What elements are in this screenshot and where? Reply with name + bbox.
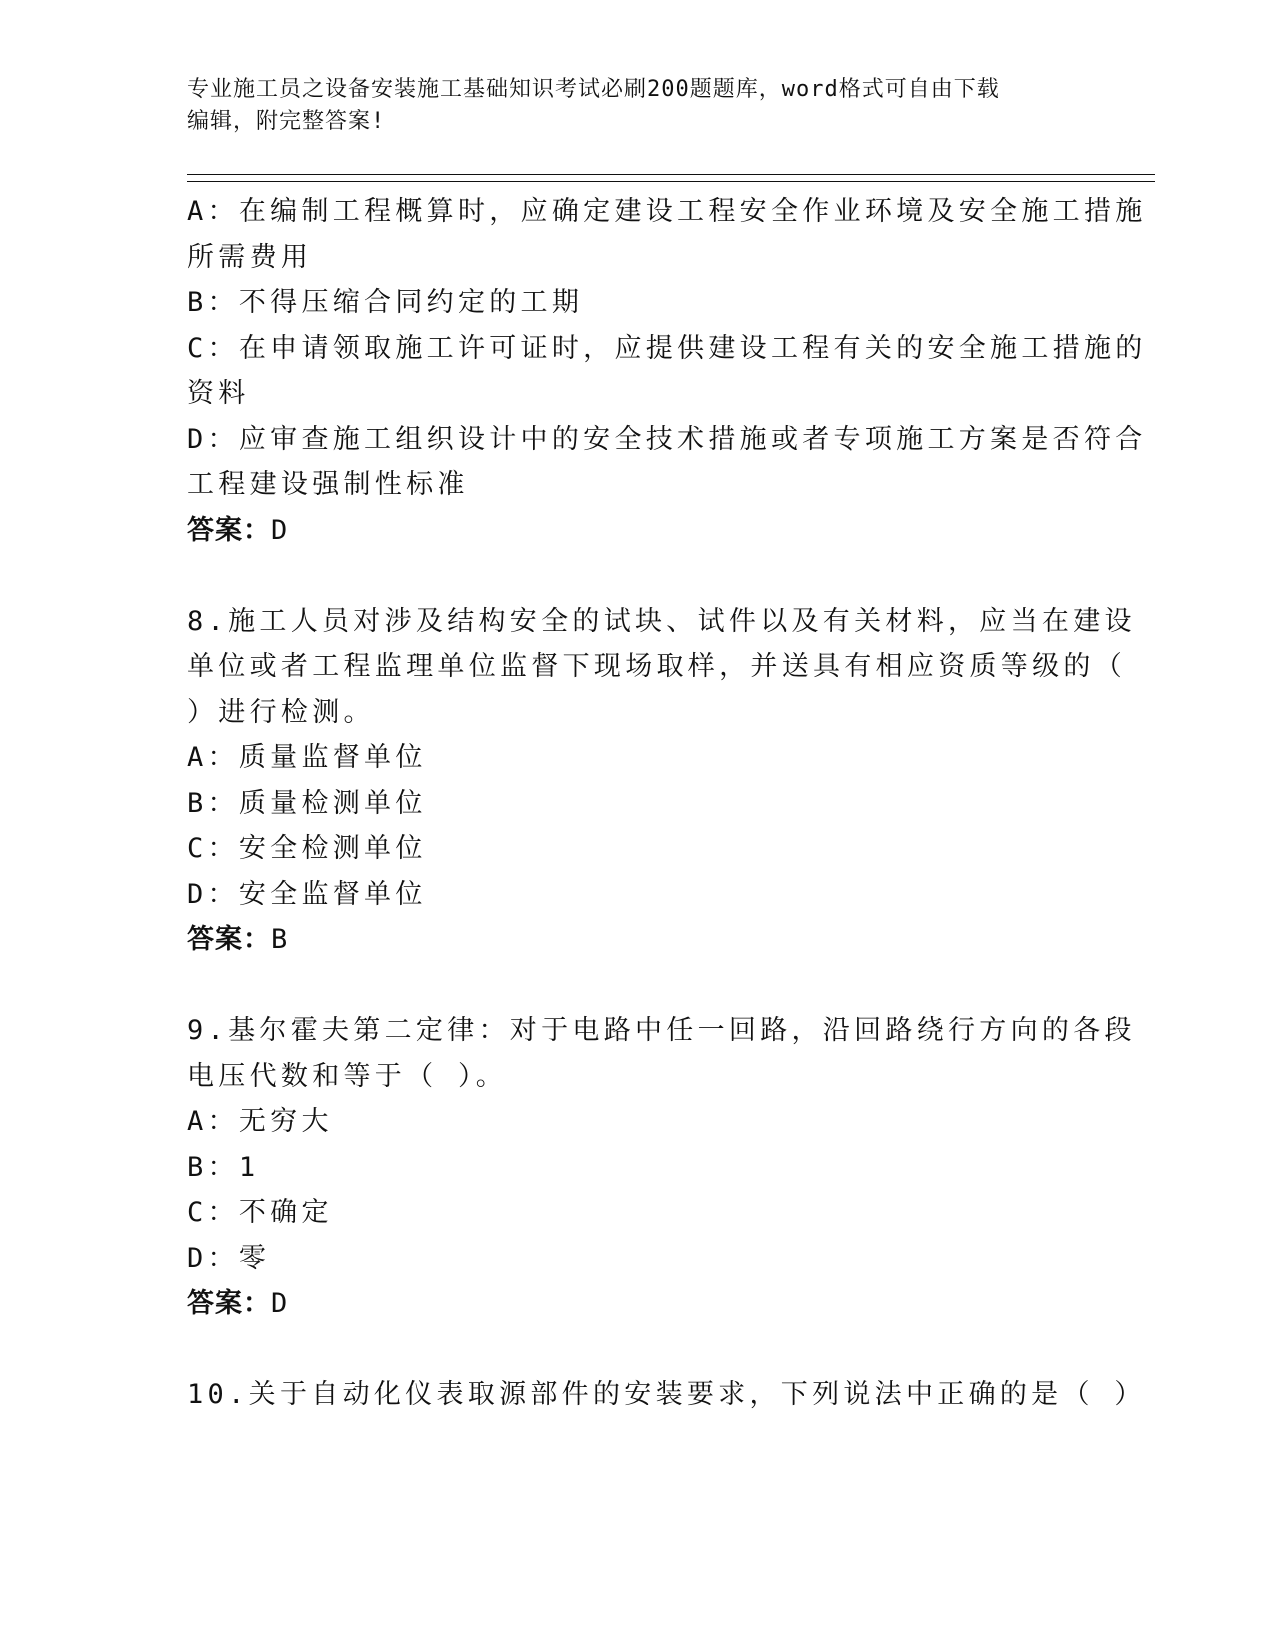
option-c: C：不确定 <box>187 1197 333 1228</box>
spacer <box>187 553 1087 599</box>
answer-value: D <box>271 1288 289 1319</box>
spacer <box>187 963 1087 1009</box>
question-text-line-3: ）进行检测。 <box>187 696 375 728</box>
option-b: B：不得压缩合同约定的工期 <box>187 287 584 318</box>
header-divider-top <box>187 174 1155 175</box>
spacer <box>187 1327 1087 1373</box>
header-line-2: 编辑，附完整答案! <box>187 109 386 134</box>
option-b: B：质量检测单位 <box>187 787 427 819</box>
question-8 <box>187 599 1136 963</box>
answer-value: D <box>271 514 289 546</box>
option-a-line-1: A：在编制工程概算时，应确定建设工程安全作业环境及安全施工措施 <box>187 196 1147 227</box>
question-9 <box>187 1008 1136 1327</box>
option-c-line-2: 资料 <box>187 378 250 409</box>
option-a: A：无穷大 <box>187 1106 333 1137</box>
option-a-line-2: 所需费用 <box>187 241 313 273</box>
question-text-line-1: 9.基尔霍夫第二定律：对于电路中任一回路，沿回路绕行方向的各段 <box>187 1015 1136 1046</box>
option-b: B：1 <box>187 1151 260 1183</box>
answer-label: 答案： <box>187 924 271 955</box>
option-d-line-1: D：应审查施工组织设计中的安全技术措施或者专项施工方案是否符合 <box>187 423 1147 455</box>
question-text-line-1: 10.关于自动化仪表取源部件的安装要求，下列说法中正确的是（ ） <box>187 1379 1146 1410</box>
option-c: C：安全检测单位 <box>187 833 427 864</box>
answer-line <box>187 1281 1087 1327</box>
document-header <box>187 74 1087 138</box>
header-line-1: 专业施工员之设备安装施工基础知识考试必刷200题题库，word格式可自由下载 <box>187 77 1000 102</box>
question-7-options <box>187 189 1147 553</box>
answer-label: 答案： <box>187 1288 271 1319</box>
option-d: D：零 <box>187 1242 271 1274</box>
answer-value: B <box>271 924 289 955</box>
question-content <box>187 189 1147 1418</box>
question-10 <box>187 1372 1146 1418</box>
option-d: D：安全监督单位 <box>187 878 427 910</box>
option-a: A：质量监督单位 <box>187 742 427 773</box>
option-c-line-1: C：在申请领取施工许可证时，应提供建设工程有关的安全施工措施的 <box>187 332 1147 364</box>
option-d-line-2: 工程建设强制性标准 <box>187 469 469 500</box>
header-divider-bottom <box>187 181 1155 182</box>
answer-line <box>187 508 1087 554</box>
question-text-line-1: 8.施工人员对涉及结构安全的试块、试件以及有关材料，应当在建设 <box>187 605 1136 637</box>
question-text-line-2: 单位或者工程监理单位监督下现场取样，并送具有相应资质等级的（ <box>187 651 1126 682</box>
answer-line <box>187 917 1087 963</box>
question-text-line-2: 电压代数和等于（ ）。 <box>187 1060 508 1092</box>
answer-label: 答案： <box>187 514 271 546</box>
